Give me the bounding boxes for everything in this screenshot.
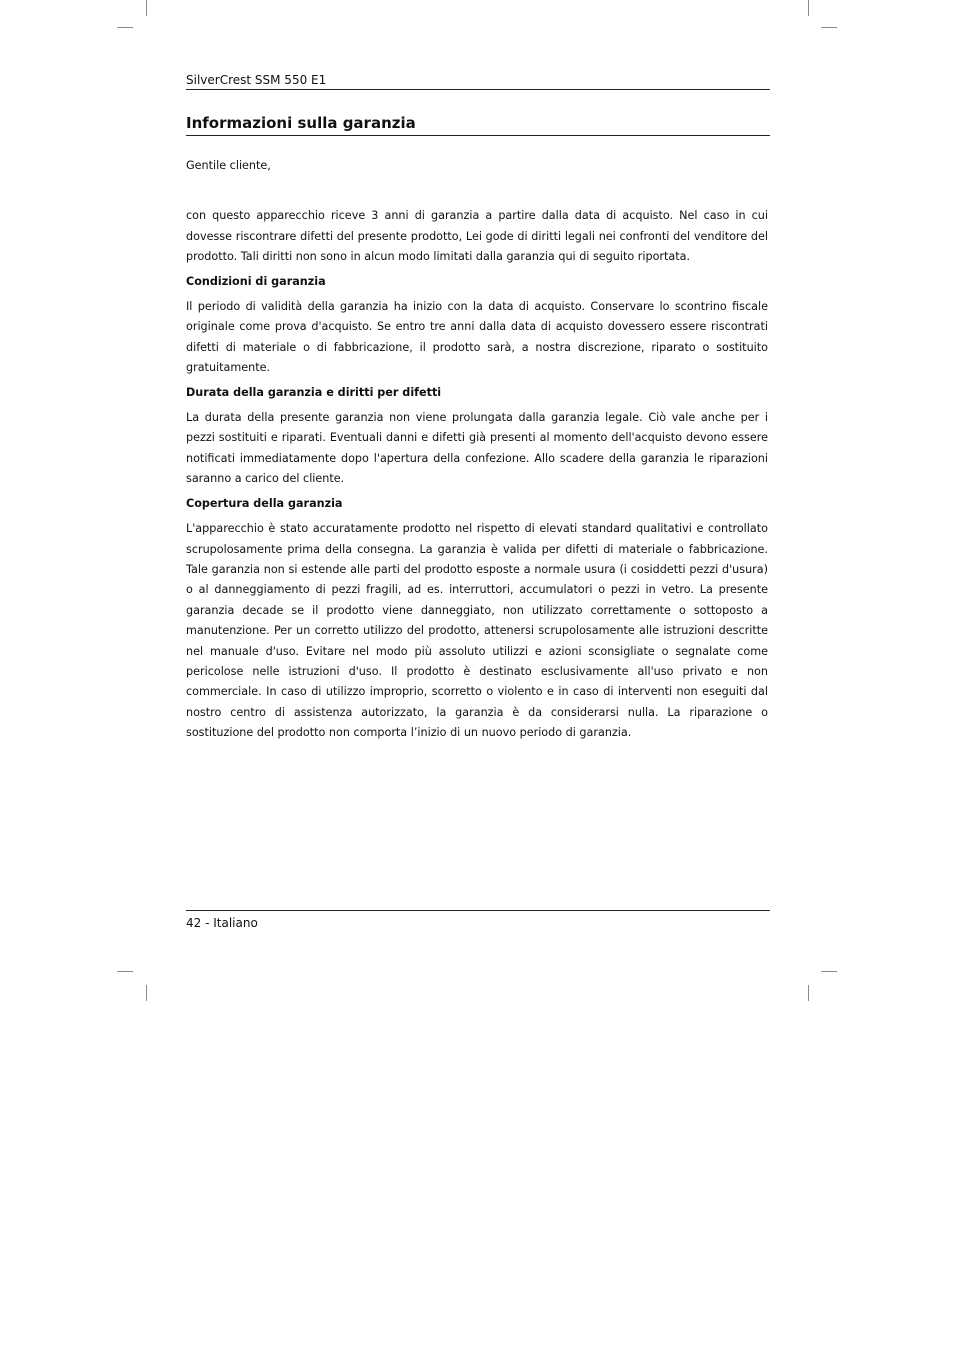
subsection-text-coverage: L'apparecchio è stato accuratamente prodotto nel rispetto di elevati standard qualitativi e controllato scrupolosamente prima della consegna. La garanzia è valida per difetti di materiale o fabbricazione. Tale garanzia non si estende alle parti del prodotto esposte a normale usura (i cosiddetti pezzi d'usura) o al danneggiamento di pezzi fragili, ad es. interruttori, accumulatori o pezzi in vetro. La presente garanzia decade se il prodotto viene danneggiato, non utilizzato correttamente o sottoposto a manutenzione. Per un corretto utilizzo del prodotto, attenersi scrupolosamente alle istruzioni descritte nel manuale d'uso. Evitare nel modo più assoluto utilizzi e azioni sconsigliate o segnalate come pericolose nelle istruzioni d'uso. Il prodotto è destinato esclusivamente all'uso privato e non commerciale. In caso di utilizzo improprio, scorretto o violento e in caso di interventi non eseguiti dal nostro centro di assistenza autorizzato, la garanzia è da considerarsi nulla. La riparazione o sostituzione del prodotto non comporta l’inizio di un nuovo periodo di garanzia. <box>186 522 768 740</box>
crop-mark-top-right-vertical <box>808 0 809 16</box>
subsection-heading-coverage: Copertura della garanzia <box>186 496 343 510</box>
crop-mark-bottom-left-vertical <box>146 985 147 1001</box>
crop-mark-bottom-left-horizontal <box>117 971 133 972</box>
product-name: SilverCrest SSM 550 E1 <box>186 73 327 87</box>
subsection-heading-conditions: Condizioni di garanzia <box>186 274 326 288</box>
intro-paragraph: con questo apparecchio riceve 3 anni di garanzia a partire dalla data di acquisto. Nel caso in cui dovesse riscontrare difetti del presente prodotto, Lei gode di diritti legali nei confronti del venditore del prodotto. Tali diritti non sono in alcun modo limitati dalla garanzia qui di seguito riportata. <box>186 209 768 264</box>
section-title: Informazioni sulla garanzia <box>186 113 770 136</box>
page-header <box>186 69 770 90</box>
page-footer <box>186 910 770 931</box>
subsection-text-conditions: Il periodo di validità della garanzia ha inizio con la data di acquisto. Conservare lo scontrino fiscale originale come prova d'acquisto. Se entro tre anni dalla data di acquisto dovessero essere riscontrati difetti di materiale o di fabbricazione, il prodotto sarà, a nostra discrezione, riparato o sostituito gratuitamente. <box>186 300 768 375</box>
page-number-label: 42 - Italiano <box>186 916 258 930</box>
warranty-content <box>186 156 768 748</box>
subsection-text-duration: La durata della presente garanzia non viene prolungata dalla garanzia legale. Ciò vale anche per i pezzi sostituiti e riparati. Eventuali danni e difetti già presenti al momento dell'acquisto devono essere notificati immediatamente dopo l'apertura della confezione. Allo scadere della garanzia le riparazioni saranno a carico del cliente. <box>186 411 768 486</box>
crop-mark-top-left-horizontal <box>117 27 133 28</box>
crop-mark-top-right-horizontal <box>821 27 837 28</box>
crop-mark-bottom-right-horizontal <box>821 971 837 972</box>
greeting-text: Gentile cliente, <box>186 159 271 172</box>
subsection-heading-duration: Durata della garanzia e diritti per difetti <box>186 385 442 399</box>
crop-mark-top-left-vertical <box>146 0 147 16</box>
crop-mark-bottom-right-vertical <box>808 985 809 1001</box>
